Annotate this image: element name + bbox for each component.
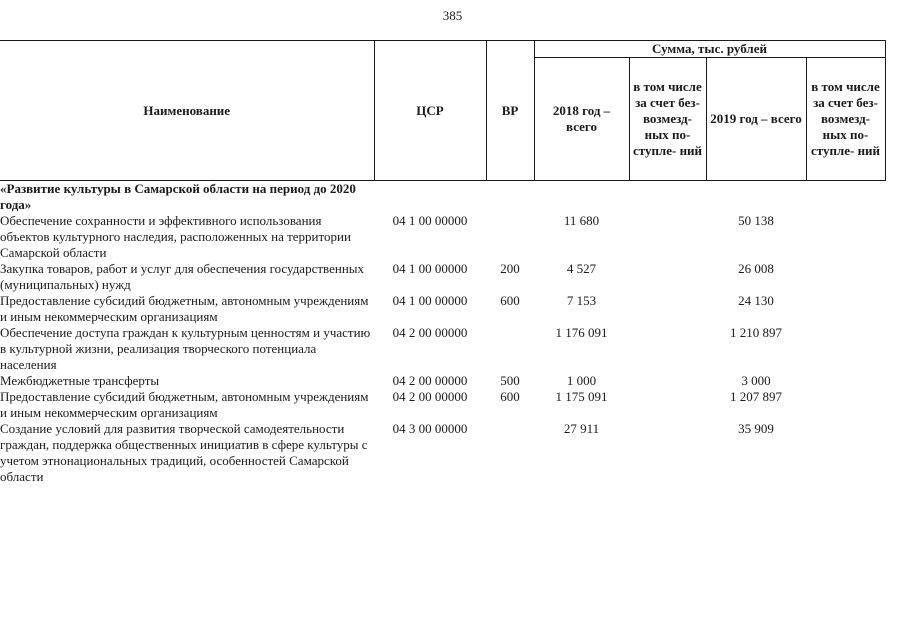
row-vr	[486, 213, 534, 261]
row-2019-total: 1 207 897	[730, 389, 782, 404]
header-name: Наименование	[0, 41, 374, 181]
row-2019-gratuitous	[806, 213, 885, 261]
row-name: Межбюджетные трансферты	[0, 373, 160, 388]
table-row	[0, 261, 885, 293]
row-2019-gratuitous	[806, 389, 885, 421]
row-2019-gratuitous	[806, 181, 885, 214]
row-name: Создание условий для развития творческой самодеятельности граждан, поддержка общественных инициатив в сфере культуры с учетом этнонациональных традиций, особенностей Самарской области	[0, 421, 368, 484]
table-row	[0, 293, 885, 325]
row-2019-gratuitous	[806, 325, 885, 373]
row-2018-gratuitous	[629, 421, 706, 485]
header-2018-total: 2018 год – всего	[534, 58, 629, 181]
row-2018-total	[534, 181, 629, 214]
row-2018-total: 1 000	[566, 373, 597, 388]
table-row	[0, 325, 885, 373]
table-row	[0, 213, 885, 261]
header-csr: ЦСР	[374, 41, 486, 181]
table-row	[0, 389, 885, 421]
header-sum-group: Сумма, тыс. рублей	[534, 41, 885, 58]
row-name: «Развитие культуры в Самарской области на период до 2020 года»	[0, 181, 356, 212]
table-body	[0, 181, 885, 486]
row-2018-total: 11 680	[563, 213, 600, 228]
row-vr: 600	[500, 389, 520, 404]
budget-table	[0, 40, 886, 485]
row-vr: 500	[500, 373, 520, 388]
header-2019-gratuitous: в том числе за счет без- возмезд- ных по- ступле- ний	[806, 58, 885, 181]
row-name: Обеспечение доступа граждан к культурным ценностям и участию в культурной жизни, реализация творческого потенциала населения	[0, 325, 371, 372]
row-csr: 04 1 00 00000	[392, 261, 468, 276]
row-csr	[374, 181, 486, 214]
row-csr: 04 1 00 00000	[392, 293, 468, 308]
row-2019-total	[706, 181, 806, 214]
header-2018-gratuitous: в том числе за счет без- возмезд- ных по- ступле- ний	[629, 58, 706, 181]
row-2018-gratuitous	[629, 325, 706, 373]
row-vr	[486, 181, 534, 214]
row-name: Предоставление субсидий бюджетным, автономным учреждениям и иным некоммерческим организациям	[0, 293, 369, 324]
table-header	[0, 41, 885, 181]
row-2019-gratuitous	[806, 421, 885, 485]
row-2019-gratuitous	[806, 261, 885, 293]
row-2018-gratuitous	[629, 181, 706, 214]
row-2019-total: 3 000	[741, 373, 771, 388]
row-2019-gratuitous	[806, 293, 885, 325]
row-2019-total: 24 130	[738, 293, 774, 308]
row-2018-total: 27 911	[563, 421, 600, 436]
row-2018-gratuitous	[629, 373, 706, 389]
row-2019-total: 1 210 897	[730, 325, 782, 340]
row-csr: 04 2 00 00000	[392, 389, 468, 404]
row-2018-gratuitous	[629, 261, 706, 293]
row-2018-gratuitous	[629, 293, 706, 325]
row-vr	[486, 325, 534, 373]
page-number: 385	[442, 8, 463, 23]
table-row	[0, 421, 885, 485]
header-2019-total: 2019 год – всего	[706, 58, 806, 181]
row-2018-total: 4 527	[566, 261, 597, 276]
row-name: Закупка товаров, работ и услуг для обеспечения государственных (муниципальных) нужд	[0, 261, 365, 292]
table-row	[0, 373, 885, 389]
row-2019-total: 50 138	[738, 213, 774, 228]
row-vr: 600	[500, 293, 520, 308]
header-vr: ВР	[486, 41, 534, 181]
row-2019-gratuitous	[806, 373, 885, 389]
row-csr: 04 2 00 00000	[392, 325, 468, 340]
row-csr: 04 1 00 00000	[392, 213, 468, 228]
row-csr: 04 3 00 00000	[392, 421, 468, 436]
row-2018-total: 7 153	[566, 293, 597, 308]
row-csr: 04 2 00 00000	[392, 373, 468, 388]
table-row	[0, 181, 885, 214]
row-2019-total: 35 909	[738, 421, 774, 436]
row-2019-total: 26 008	[738, 261, 774, 276]
row-vr	[486, 421, 534, 485]
row-2018-total: 1 176 091	[555, 325, 608, 340]
row-2018-gratuitous	[629, 213, 706, 261]
row-name: Предоставление субсидий бюджетным, автономным учреждениям и иным некоммерческим организациям	[0, 389, 369, 420]
row-2018-total: 1 175 091	[555, 389, 608, 404]
row-2018-gratuitous	[629, 389, 706, 421]
row-vr: 200	[500, 261, 520, 276]
row-name: Обеспечение сохранности и эффективного использования объектов культурного наследия, расположенных на территории Самарской области	[0, 213, 351, 260]
